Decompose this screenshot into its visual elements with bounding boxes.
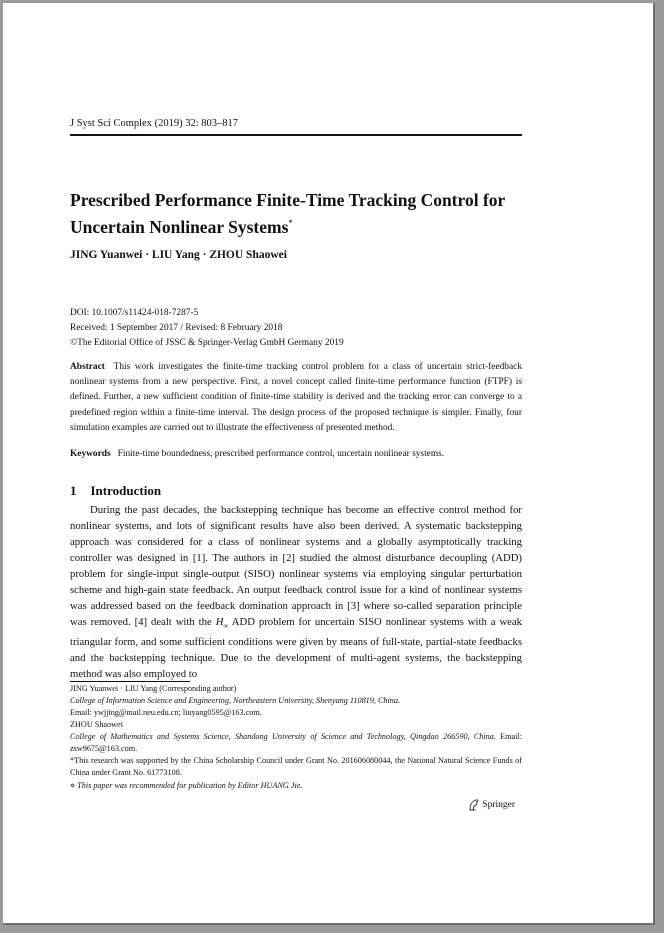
footnote-author2-name: ZHOU Shaowei bbox=[70, 720, 123, 729]
title-line-1: Prescribed Performance Finite-Time Tracking Control for bbox=[70, 190, 506, 210]
h-infinity-base: H bbox=[215, 615, 224, 628]
author-list: JING Yuanwei · LIU Yang · ZHOU Shaowei bbox=[70, 249, 287, 261]
paper-page bbox=[3, 3, 655, 925]
springer-horse-icon bbox=[468, 798, 480, 811]
footnote-funding: *This research was supported by the China Scholarship Council under Grant No. 201606080044, the National Natural Science Funds of China under Grant No. 61773108. bbox=[70, 756, 522, 778]
abstract bbox=[70, 360, 522, 436]
springer-logo bbox=[468, 798, 515, 811]
paper-title bbox=[70, 189, 505, 239]
keywords-label: Keywords bbox=[70, 449, 111, 459]
title-line-2: Uncertain Nonlinear Systems bbox=[70, 216, 289, 237]
h-infinity-symbol bbox=[216, 616, 229, 628]
footnote-author2-affiliation: College of Mathematics and Systems Science, Shandong University of Science and Technology, Qingdao 266590, China. Email: zsw9675@163.com. bbox=[70, 732, 523, 754]
footnote-editor: ⋄ This paper was recommended for publication by Editor HUANG Jie. bbox=[70, 781, 303, 790]
keywords-text: Finite-time boundedness, prescribed performance control, uncertain nonlinear systems. bbox=[117, 449, 445, 459]
intro-text-2: ADD problem for uncertain SISO nonlinear systems with a weak triangular form, and some sufficient conditions were given by means of full-state, partial-state feedbacks and the backstepping technique. Due to the development of multi-agent systems, the backstepping method was also employed to bbox=[70, 615, 522, 680]
intro-paragraph bbox=[70, 503, 522, 683]
abstract-text: This work investigates the finite-time tracking control problem for a class of uncertain strict-feedback nonlinear systems from a new perspective. First, a novel concept called finite-time performance function (FTPF) is defined. Further, a new sufficient condition of finite-time stability is derived and the tracking error can converge to a predefined region within a finite-time interval. The design process of the proposed technique is simpler. Finally, four simulation examples are carried out to illustrate the effectiveness of presented method. bbox=[70, 362, 523, 433]
footnote-rule bbox=[70, 681, 190, 682]
footnote-author1-affiliation: College of Information Science and Engineering, Northeastern University, Shenyang 110819, China. bbox=[70, 696, 401, 705]
section-heading bbox=[70, 483, 161, 499]
doi-line: DOI: 10.1007/s11424-018-7287-5 bbox=[70, 308, 199, 318]
copyright-line: ©The Editorial Office of JSSC & Springer-Verlag GmbH Germany 2019 bbox=[70, 338, 344, 348]
keywords bbox=[70, 449, 522, 459]
title-footnote-mark: * bbox=[288, 218, 293, 228]
journal-header: J Syst Sci Complex (2019) 32: 803–817 bbox=[70, 118, 239, 129]
footnote-author1-names: JING Yuanwei · LIU Yang (Corresponding author) bbox=[70, 684, 237, 693]
abstract-label: Abstract bbox=[70, 362, 105, 372]
header-rule bbox=[70, 134, 522, 136]
section-title: Introduction bbox=[90, 483, 162, 498]
intro-text-1: During the past decades, the backstepping technique has become an effective control method for nonlinear systems, and lots of significant results have also been derived. A systematic backstepping approach was considered for a class of nonlinear systems and a globally asymptotically tracking controller was designed in [1]. The authors in [2] studied the almost disturbance decoupling (ADD) problem for single-input single-output (SISO) nonlinear systems via employing singular perturbation scheme and high-gain state feedback. An output feedback control issue for a kind of nonlinear systems was addressed based on the feedback domination approach in [3] where so-called separation principle was removed. [4] dealt with the bbox=[70, 504, 522, 628]
springer-wordmark: Springer bbox=[482, 799, 515, 810]
footnote-author1-email: Email: ywjjing@mail.neu.edu.cn; liuyang0595@163.com. bbox=[70, 708, 262, 717]
footnote-author2-email-text: Email: zsw9675@163.com. bbox=[70, 732, 523, 754]
received-line: Received: 1 September 2017 / Revised: 8 February 2018 bbox=[70, 323, 283, 333]
section-number: 1 bbox=[70, 483, 77, 498]
h-infinity-sub: ∞ bbox=[223, 621, 229, 630]
